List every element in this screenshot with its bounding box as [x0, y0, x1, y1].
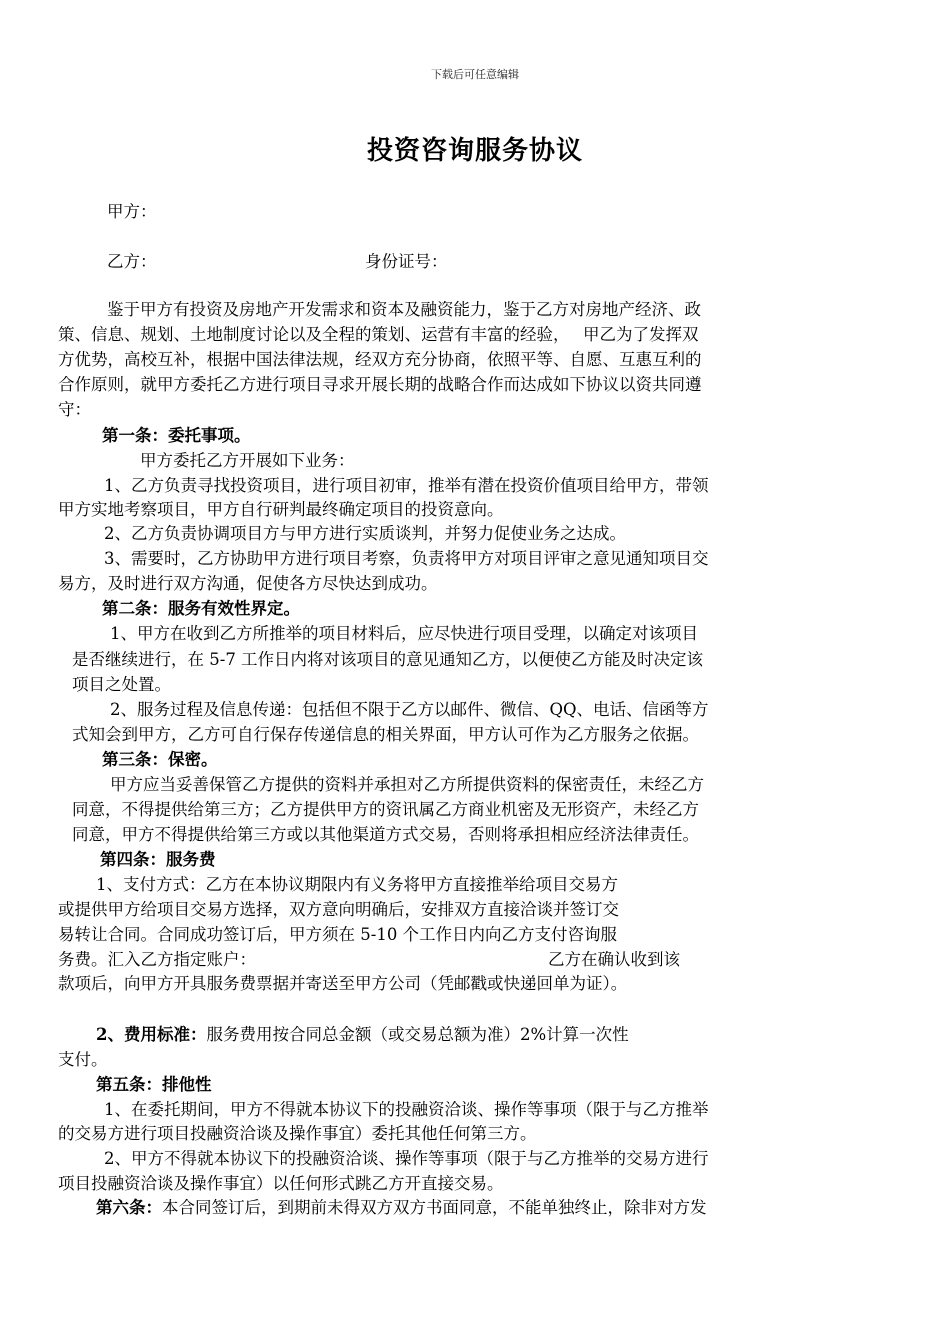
- article-5-item: 项目投融资洽谈及操作事宜）以任何形式跳乙方开直接交易。: [58, 1174, 504, 1193]
- article-6-title: 第六条：: [96, 1198, 162, 1217]
- article-5-title: 第五条：排他性: [96, 1075, 212, 1094]
- article-2-item: 项目之处置。: [72, 675, 171, 694]
- article-2-item: 1、甲方在收到乙方所推举的项目材料后，应尽快进行项目受理，以确定对该项目: [110, 624, 698, 643]
- article-2-title: 第二条：服务有效性界定。: [102, 599, 300, 618]
- fee-standard-label: 2、费用标准：: [96, 1025, 207, 1044]
- article-2-item: 式知会到甲方，乙方可自行保存传递信息的相关界面，甲方认可作为乙方服务之依据。: [72, 725, 699, 744]
- article-4-item: 或提供甲方给项目交易方选择，双方意向明确后，安排双方直接洽谈并签订交: [58, 900, 619, 919]
- article-3-text: 同意，不得提供给第三方；乙方提供甲方的资讯属乙方商业机密及无形资产，未经乙方: [72, 800, 699, 819]
- article-4-fee-standard: [96, 1023, 629, 1047]
- article-3-title: 第三条：保密。: [102, 750, 218, 769]
- preamble-line: 守：: [58, 400, 91, 419]
- party-a-label: 甲方：: [107, 202, 157, 221]
- article-1-item: 2、乙方负责协调项目方与甲方进行实质谈判，并努力促使业务之达成。: [104, 524, 626, 543]
- document-title: 投资咨询服务协议: [366, 136, 583, 166]
- preamble-line: 鉴于甲方有投资及房地产开发需求和资本及融资能力，鉴于乙方对房地产经济、政: [107, 300, 701, 319]
- article-3-text: 同意，甲方不得提供给第三方或以其他渠道方式交易，否则将承担相应经济法律责任。: [72, 825, 699, 844]
- article-4-item: 乙方在确认收到该: [548, 950, 680, 969]
- article-4-item: 1、支付方式：乙方在本协议期限内有义务将甲方直接推举给项目交易方: [96, 875, 618, 894]
- article-2-item: 是否继续进行，在 5-7 工作日内将对该项目的意见通知乙方，以便使乙方能及时决定该: [72, 650, 704, 669]
- article-4-item: 款项后，向甲方开具服务费票据并寄送至甲方公司（凭邮戳或快递回单为证）。: [58, 974, 628, 993]
- party-b-label: 乙方：: [107, 252, 157, 271]
- article-6-text: 本合同签订后，到期前未得双方双方书面同意，不能单独终止，除非对方发: [162, 1198, 707, 1217]
- fee-standard-text: 服务费用按合同总金额（或交易总额为准）2%计算一次性: [206, 1025, 629, 1044]
- article-4-item: 务费。汇入乙方指定账户：: [58, 950, 256, 969]
- article-1-item: 易方，及时进行双方沟通，促使各方尽快达到成功。: [58, 574, 438, 593]
- article-1-title: 第一条：委托事项。: [102, 426, 251, 445]
- preamble-line: 策、信息、规划、土地制度讨论以及全程的策划、运营有丰富的经验， 甲乙为了发挥双: [58, 325, 699, 344]
- article-6: [96, 1196, 707, 1220]
- header-note: 下载后可任意编辑: [431, 68, 519, 81]
- article-1-item: 3、需要时，乙方协助甲方进行项目考察，负责将甲方对项目评审之意见通知项目交: [104, 549, 709, 568]
- id-number-label: 身份证号：: [365, 252, 448, 271]
- article-4-item: 支付。: [58, 1050, 108, 1069]
- article-5-item: 1、在委托期间，甲方不得就本协议下的投融资洽谈、操作等事项（限于与乙方推举: [104, 1100, 709, 1119]
- article-2-item: 2、服务过程及信息传递：包括但不限于乙方以邮件、微信、QQ、电话、信函等方: [110, 700, 709, 719]
- article-1-item: 1、乙方负责寻找投资项目，进行项目初审，推举有潜在投资价值项目给甲方，带领: [104, 476, 709, 495]
- preamble-line: 方优势，高校互补，根据中国法律法规，经双方充分协商，依照平等、自愿、互惠互利的: [58, 350, 702, 369]
- article-3-text: 甲方应当妥善保管乙方提供的资料并承担对乙方所提供资料的保密责任，未经乙方: [110, 775, 704, 794]
- article-4-title: 第四条：服务费: [100, 850, 216, 869]
- preamble-line: 合作原则，就甲方委托乙方进行项目寻求开展长期的战略合作而达成如下协议以资共同遵: [58, 375, 702, 394]
- article-5-item: 的交易方进行项目投融资洽谈及操作事宜）委托其他任何第三方。: [58, 1124, 537, 1143]
- article-4-item: 易转让合同。合同成功签订后，甲方须在 5-10 个工作日内向乙方支付咨询服: [58, 925, 618, 944]
- article-1-item: 甲方实地考察项目，甲方自行研判最终确定项目的投资意向。: [58, 500, 504, 519]
- article-5-item: 2、甲方不得就本协议下的投融资洽谈、操作等事项（限于与乙方推举的交易方进行: [104, 1149, 709, 1168]
- article-1-intro: 甲方委托乙方开展如下业务：: [140, 451, 355, 470]
